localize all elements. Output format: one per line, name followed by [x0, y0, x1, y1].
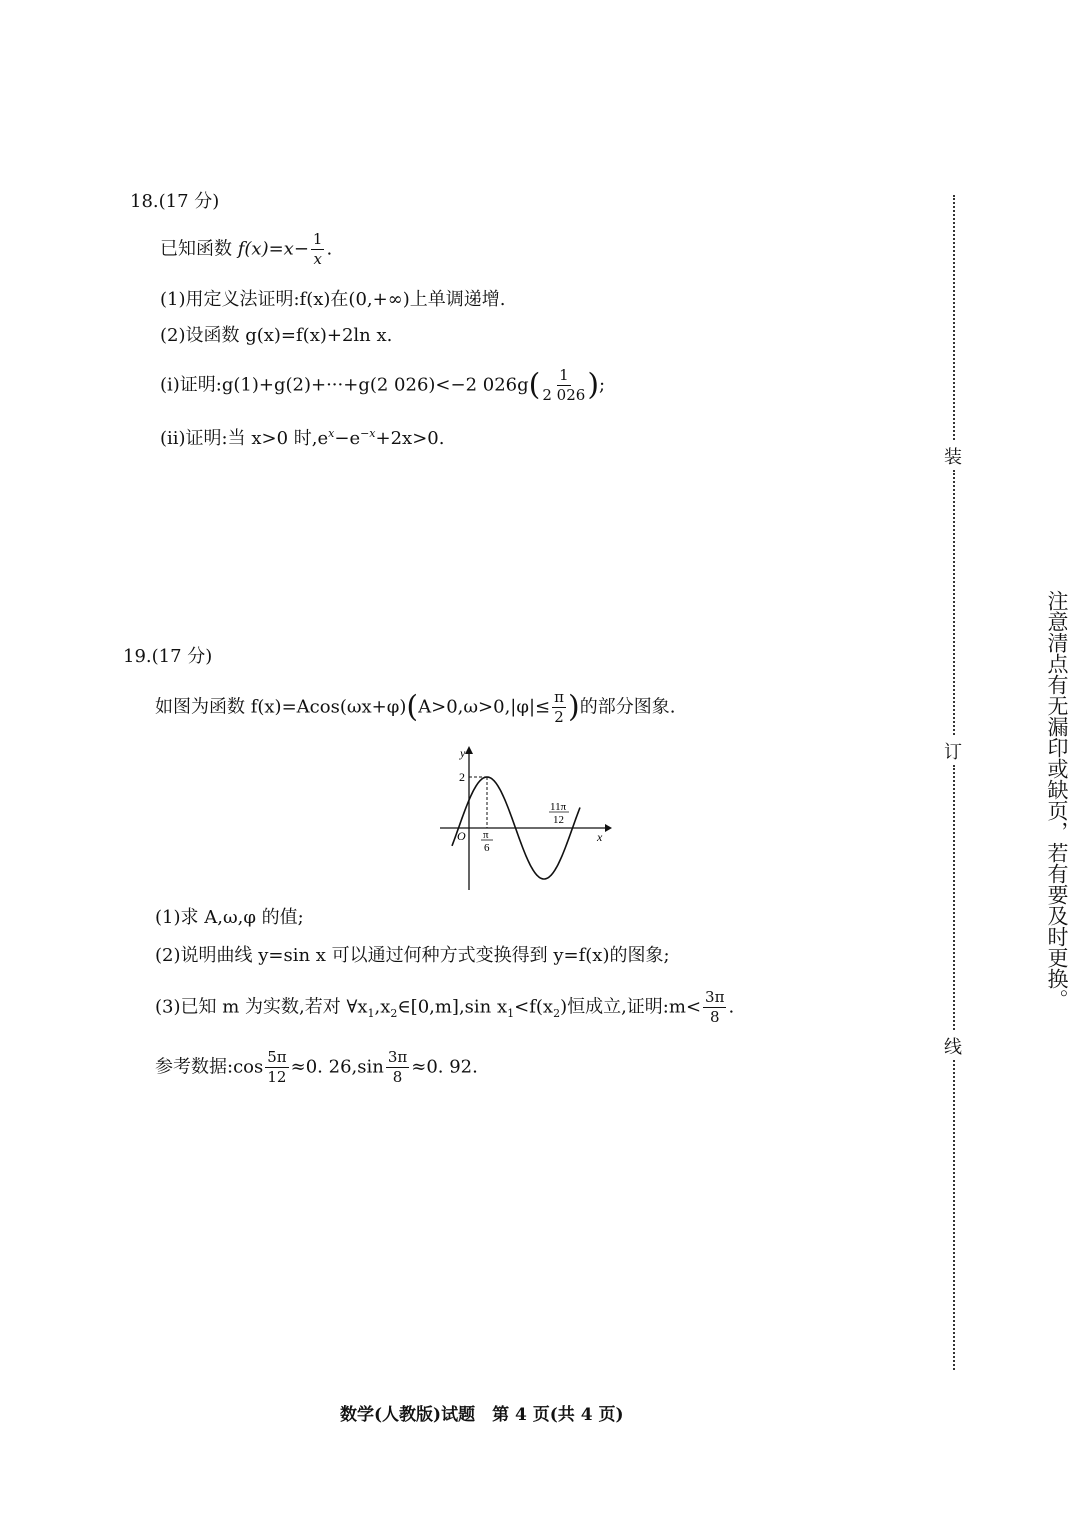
- binding-char-ding: 订: [944, 742, 962, 763]
- right-paren: ): [587, 367, 600, 403]
- q18-sub2: [160, 422, 444, 451]
- q19-ref-frac2-den: 8: [392, 1068, 403, 1086]
- q19-part1: (1)求 A,ω,φ 的值;: [155, 907, 304, 928]
- q19-part2: (2)说明曲线 y=sin x 可以通过何种方式变换得到 y=f(x)的图象;: [155, 945, 670, 966]
- q19-ref-end: ≈0. 92.: [411, 1056, 478, 1078]
- q18-part2: (2)设函数 g(x)=f(x)+2ln x.: [160, 325, 393, 346]
- q18-sub1: [160, 368, 605, 403]
- q19-part3-end: .: [728, 996, 735, 1018]
- q18-sub2-sup1: x: [328, 427, 335, 440]
- q19-frac-num: π: [554, 688, 564, 706]
- q19-part3-mid3: <f(x: [514, 996, 554, 1018]
- q19-part3-frac-num: 3π: [705, 988, 725, 1006]
- q19-part3: [155, 990, 734, 1026]
- q18-stem: [160, 232, 332, 267]
- q18-sub1-frac-den: 2 026: [542, 386, 586, 404]
- q18-part1: (1)用定义法证明:f(x)在(0,+∞)上单调递增.: [160, 289, 506, 310]
- q18-sub2-end: +2x>0.: [375, 428, 445, 449]
- right-paren: ): [567, 689, 580, 725]
- binding-char-zhuang: 装: [944, 447, 962, 468]
- tick-11pi-over-12-num: 11π: [550, 801, 567, 813]
- q18-sub1-end: ;: [599, 374, 606, 396]
- x-axis-arrow: [605, 824, 612, 832]
- y-axis-arrow: [465, 746, 473, 754]
- q18-sub2-prefix: (ⅱ)证明:当 x>0 时,e: [160, 428, 329, 449]
- q18-stem-prefix: 已知函数: [160, 238, 232, 260]
- binding-char-xian: 线: [944, 1037, 962, 1058]
- q18-header: 18.(17 分): [130, 191, 220, 212]
- q19-frac-den: 2: [554, 708, 564, 726]
- q19-part3-frac-den: 8: [709, 1008, 720, 1026]
- tick-pi-over-6-den: 6: [484, 842, 490, 854]
- binding-line-segment-1: [953, 195, 955, 440]
- page-footer: 数学(人教版)试题 第 4 页(共 4 页): [340, 1405, 624, 1425]
- q19-stem-prefix: 如图为函数 f(x)=Acos(ωx+φ): [155, 696, 407, 718]
- q19-stem-fraction: [552, 690, 566, 725]
- q19-ref-prefix: 参考数据:cos: [155, 1056, 264, 1078]
- q19-ref-frac1-num: 5π: [267, 1048, 287, 1066]
- q19-ref-mid: ≈0. 26,sin: [290, 1056, 384, 1078]
- q19-part3-prefix: (3)已知 m 为实数,若对 ∀x: [155, 996, 368, 1018]
- q19-part3-mid4: )恒成立,证明:m<: [560, 996, 702, 1018]
- q19-ref-fraction1: [265, 1050, 288, 1085]
- q18-sub1-fraction: [542, 368, 585, 403]
- q18-stem-func: f(x)=x−: [237, 238, 309, 260]
- max-value-label: 2: [459, 770, 465, 784]
- x-axis-label: x: [597, 830, 603, 844]
- side-note: 注意清点有无漏印或缺页，若有要及时更换。: [1045, 590, 1069, 1010]
- q19-ref-frac2-num: 3π: [387, 1048, 408, 1066]
- q18-sub1-frac-num: 1: [559, 366, 569, 384]
- q19-part3-mid2: ∈[0,m],sin x: [397, 996, 508, 1018]
- tick-11pi-over-12-den: 12: [553, 814, 564, 826]
- q19-reference: [155, 1050, 478, 1085]
- q18-sub2-mid: −e: [334, 428, 361, 449]
- y-axis-label: y: [460, 746, 466, 760]
- q19-part3-mid1: ,x: [374, 996, 391, 1018]
- binding-line-segment-3: [953, 765, 955, 1030]
- origin-label: O: [457, 829, 466, 843]
- left-paren: (: [528, 367, 541, 403]
- q19-stem-end: 的部分图象.: [579, 696, 676, 718]
- q19-part3-sub4: 2: [553, 1007, 561, 1021]
- binding-line-segment-4: [953, 1060, 955, 1370]
- q19-stem-cond: A>0,ω>0,|φ|≤: [418, 696, 551, 718]
- q18-stem-fraction: [311, 232, 325, 267]
- q18-frac-den: x: [313, 250, 322, 268]
- q19-part3-sub3: 1: [507, 1007, 515, 1021]
- left-paren: (: [406, 689, 419, 725]
- cosine-graph: [430, 740, 620, 895]
- q18-frac-num: 1: [312, 230, 323, 248]
- binding-line-segment-2: [953, 470, 955, 735]
- q18-stem-end: .: [326, 238, 333, 260]
- q18-sub1-prefix: (ⅰ)证明:g(1)+g(2)+···+g(2 026)<−2 026g: [160, 374, 529, 396]
- q19-part3-sub1: 1: [367, 1007, 375, 1021]
- q19-ref-frac1-den: 12: [267, 1068, 287, 1086]
- q19-part3-sub2: 2: [390, 1007, 398, 1021]
- q19-ref-fraction2: [386, 1050, 409, 1085]
- q18-sub2-sup2: −x: [360, 427, 376, 440]
- tick-pi-over-6-num: π: [483, 829, 489, 841]
- q19-stem: [155, 690, 675, 725]
- q19-part3-fraction: [703, 990, 726, 1025]
- q19-header: 19.(17 分): [123, 646, 213, 667]
